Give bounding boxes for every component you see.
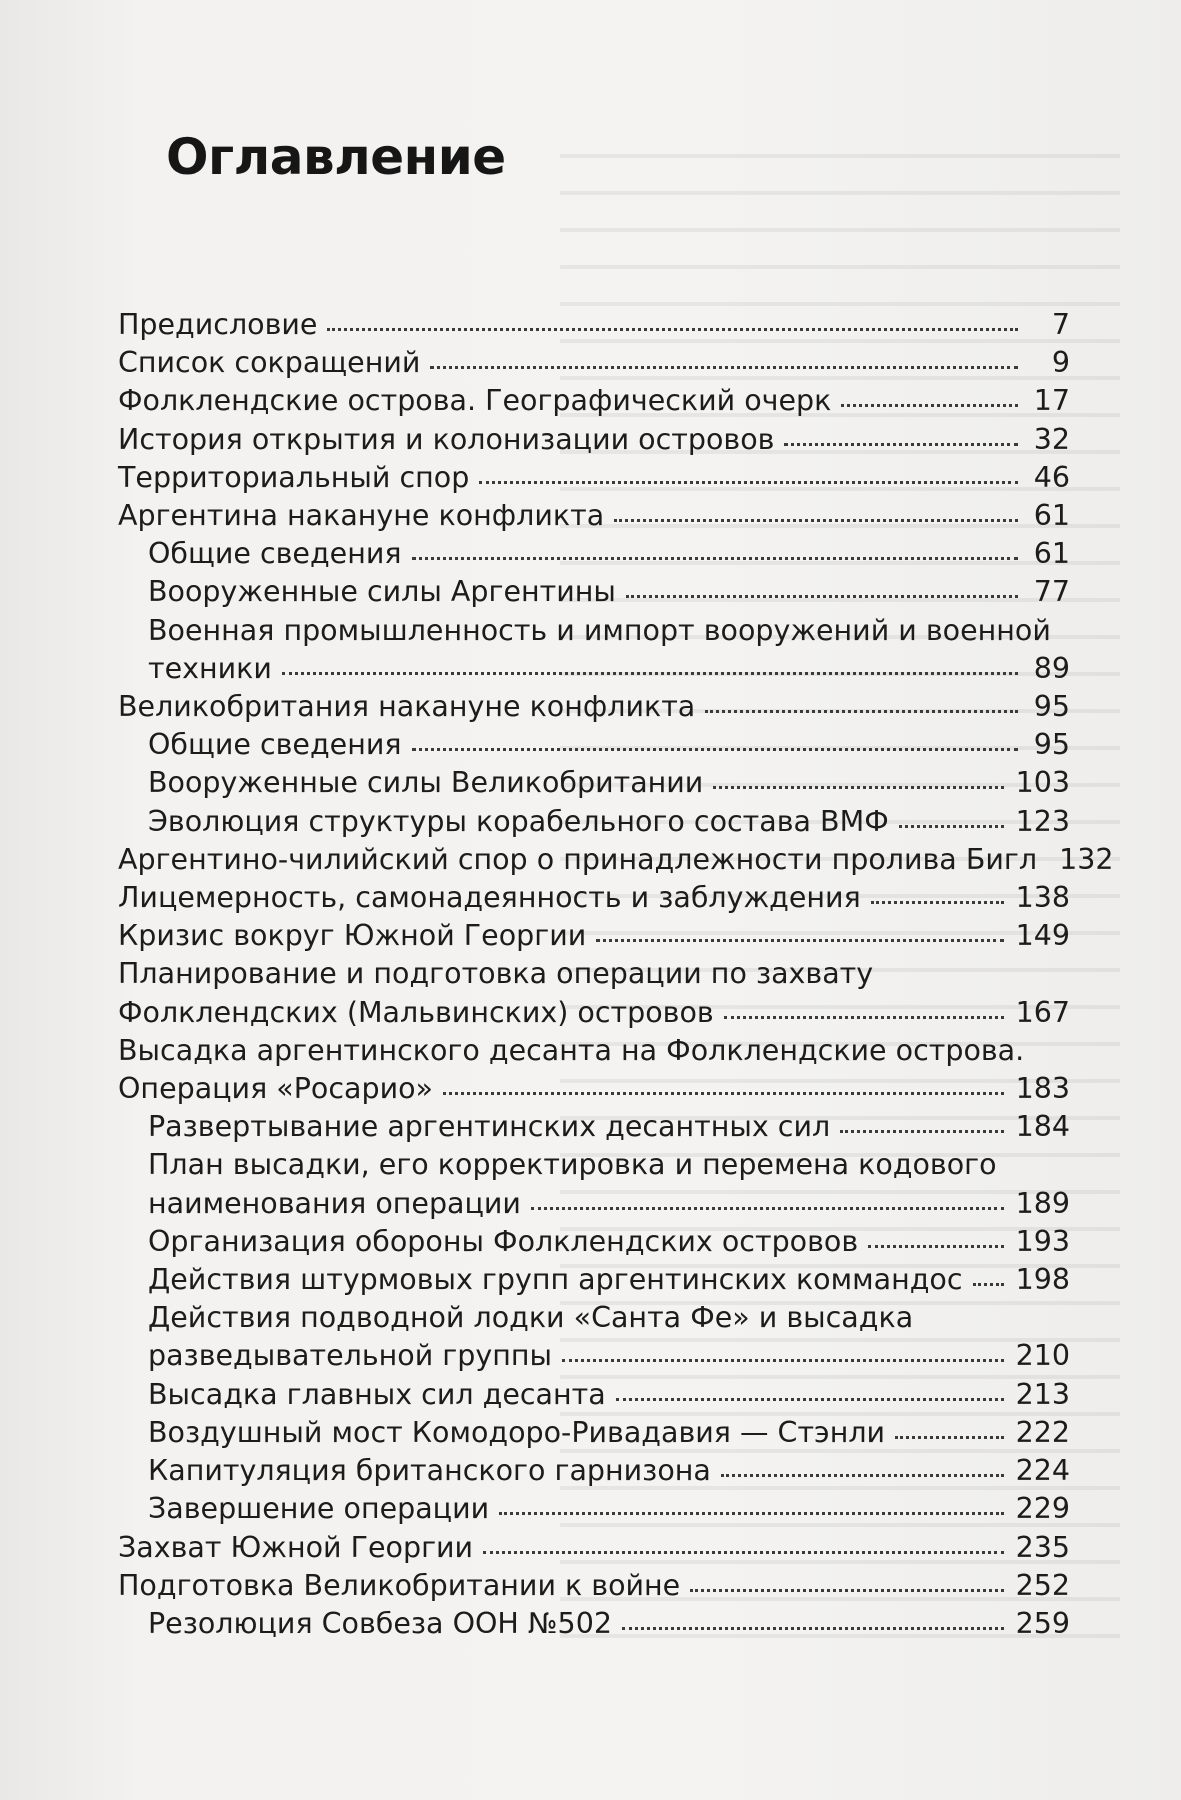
dot-leader: [841, 404, 1018, 407]
toc-entry-page: 61: [1033, 499, 1070, 533]
toc-entry-title: История открытия и колонизации островов: [118, 422, 775, 456]
toc-entry-page: 17: [1033, 384, 1070, 418]
toc-entry: [118, 1261, 1070, 1299]
toc-entry-title: наименования операции: [148, 1186, 521, 1220]
toc-entry-page: 61: [1033, 537, 1070, 571]
toc-entry: [118, 612, 1070, 688]
dot-leader: [596, 939, 1003, 942]
dot-leader: [616, 1398, 1004, 1401]
dot-leader: [721, 1474, 1004, 1477]
toc-entry-page: 149: [1015, 919, 1070, 953]
dot-leader: [327, 328, 1018, 331]
toc-entry: [118, 535, 1070, 573]
toc-entry-title-line1: Высадка аргентинского десанта на Фолклендские острова.: [118, 1033, 1025, 1067]
dot-leader: [622, 1627, 1004, 1630]
toc-entry-title: разведывательной группы: [148, 1339, 553, 1373]
toc-entry: [118, 497, 1070, 535]
toc-entry-title: Фолклендские острова. Географический очерк: [118, 384, 832, 418]
dot-leader: [430, 366, 1018, 369]
toc-entry: [118, 1414, 1070, 1452]
toc-entry: [118, 1490, 1070, 1528]
dot-leader: [724, 1016, 1004, 1019]
toc-entry-page: 222: [1015, 1415, 1070, 1449]
toc-entry: [118, 726, 1070, 764]
dot-leader: [899, 825, 1004, 828]
toc-entry: [118, 306, 1070, 344]
toc-entry: [118, 955, 1070, 1031]
toc-entry-title: Вооруженные силы Великобритании: [148, 766, 704, 800]
dot-leader: [713, 786, 1003, 789]
toc-entry: [118, 764, 1070, 802]
toc-entry-title: Общие сведения: [148, 537, 402, 571]
toc-entry: [118, 1223, 1070, 1261]
toc-entry-title-line1: Действия подводной лодки «Санта Фе» и высадка: [148, 1301, 914, 1335]
toc-entry-title: Великобритания накануне конфликта: [118, 690, 696, 724]
toc-entry: [118, 879, 1070, 917]
toc-entry: [118, 573, 1070, 611]
page-title: Оглавление: [166, 128, 506, 186]
dot-leader: [412, 748, 1018, 751]
toc-entry: [118, 1376, 1070, 1414]
toc-entry: [118, 1108, 1070, 1146]
toc-entry-page: 89: [1033, 651, 1070, 685]
dot-leader: [973, 1283, 1004, 1286]
toc-entry-title: Развертывание аргентинских десантных сил: [148, 1110, 831, 1144]
dot-leader: [483, 1551, 1004, 1554]
toc-entry: [118, 1452, 1070, 1490]
toc-entry-title-line1: План высадки, его корректировка и перемена кодового: [148, 1148, 997, 1182]
toc-entry-title: Кризис вокруг Южной Георгии: [118, 919, 587, 953]
toc-entry-page: 167: [1015, 995, 1070, 1029]
dot-leader: [499, 1512, 1003, 1515]
toc-entry: [118, 421, 1070, 459]
toc-entry: [118, 344, 1070, 382]
dot-leader: [614, 519, 1018, 522]
dot-leader: [840, 1130, 1003, 1133]
table-of-contents: [118, 306, 1114, 1643]
toc-entry-page: 224: [1015, 1454, 1070, 1488]
toc-entry-page: 229: [1015, 1492, 1070, 1526]
toc-entry-title: Аргентино-чилийский спор о принадлежности пролива Бигл: [118, 842, 1038, 876]
toc-entry-page: 259: [1015, 1606, 1070, 1640]
toc-entry-title: Эволюция структуры корабельного состава ВМФ: [148, 804, 889, 838]
dot-leader: [562, 1359, 1004, 1362]
dot-leader: [871, 901, 1004, 904]
toc-entry-page: 95: [1033, 728, 1070, 762]
toc-entry: [118, 459, 1070, 497]
toc-entry-title: Аргентина накануне конфликта: [118, 499, 605, 533]
toc-entry-title-line1: Военная промышленность и импорт вооружений и военной: [148, 613, 1051, 647]
toc-entry-page: 213: [1015, 1377, 1070, 1411]
toc-entry-title: Капитуляция британского гарнизона: [148, 1454, 711, 1488]
dot-leader: [479, 481, 1018, 484]
dot-leader: [895, 1436, 1004, 1439]
toc-entry-page: 252: [1015, 1568, 1070, 1602]
toc-entry-title: Захват Южной Георгии: [118, 1530, 474, 1564]
toc-entry-page: 132: [1059, 842, 1114, 876]
toc-entry: [118, 1146, 1070, 1222]
toc-entry-page: 123: [1015, 804, 1070, 838]
dot-leader: [868, 1245, 1003, 1248]
toc-entry: [118, 1529, 1070, 1567]
toc-entry-page: 46: [1033, 460, 1070, 494]
toc-entry: [118, 382, 1070, 420]
toc-entry-page: 7: [1051, 308, 1070, 341]
toc-entry-title: Вооруженные силы Аргентины: [148, 575, 616, 609]
toc-entry-title: техники: [148, 651, 272, 685]
toc-entry: [118, 803, 1070, 841]
toc-entry: [118, 688, 1070, 726]
toc-entry: [118, 1032, 1070, 1108]
toc-entry-title: Воздушный мост Комодоро-Ривадавия — Стэнли: [148, 1415, 886, 1449]
toc-entry: [118, 841, 1114, 879]
toc-entry-page: 138: [1015, 881, 1070, 915]
toc-entry-page: 210: [1015, 1339, 1070, 1373]
toc-entry-title: Лицемерность, самонадеянность и заблуждения: [118, 881, 861, 915]
toc-entry-page: 103: [1015, 766, 1070, 800]
dot-leader: [690, 1589, 1003, 1592]
toc-entry-page: 77: [1033, 575, 1070, 609]
toc-entry: [118, 1605, 1070, 1643]
toc-entry-title: Действия штурмовых групп аргентинских коммандос: [148, 1263, 963, 1297]
toc-entry-title-line1: Планирование и подготовка операции по захвату: [118, 957, 874, 991]
dot-leader: [443, 1092, 1004, 1095]
toc-entry-title: Территориальный спор: [118, 460, 470, 494]
toc-entry: [118, 1567, 1070, 1605]
toc-entry-title: Операция «Росарио»: [118, 1072, 433, 1106]
toc-entry-page: 189: [1015, 1186, 1070, 1220]
dot-leader: [784, 443, 1018, 446]
toc-entry-title: Высадка главных сил десанта: [148, 1377, 606, 1411]
toc-entry-page: 184: [1015, 1110, 1070, 1144]
toc-entry: [118, 917, 1070, 955]
toc-entry: [118, 1299, 1070, 1375]
toc-entry-title: Предисловие: [118, 308, 318, 341]
toc-entry-page: 235: [1015, 1530, 1070, 1564]
toc-entry-title: Список сокращений: [118, 346, 421, 380]
toc-entry-page: 183: [1015, 1072, 1070, 1106]
toc-entry-title: Организация обороны Фолклендских островов: [148, 1224, 859, 1258]
toc-entry-title: Общие сведения: [148, 728, 402, 762]
dot-leader: [531, 1207, 1004, 1210]
dot-leader: [282, 672, 1018, 675]
dot-leader: [412, 557, 1018, 560]
toc-entry-page: 32: [1033, 422, 1070, 456]
toc-entry-page: 95: [1033, 690, 1070, 724]
dot-leader: [705, 710, 1018, 713]
dot-leader: [626, 595, 1018, 598]
toc-entry-page: 193: [1015, 1224, 1070, 1258]
toc-entry-page: 9: [1051, 346, 1070, 380]
toc-entry-page: 198: [1015, 1263, 1070, 1297]
toc-entry-title: Резолюция Совбеза ООН №502: [148, 1606, 612, 1640]
toc-entry-title: Завершение операции: [148, 1492, 490, 1526]
toc-entry-title: Фолклендских (Мальвинских) островов: [118, 995, 714, 1029]
toc-entry-title: Подготовка Великобритании к войне: [118, 1568, 681, 1602]
